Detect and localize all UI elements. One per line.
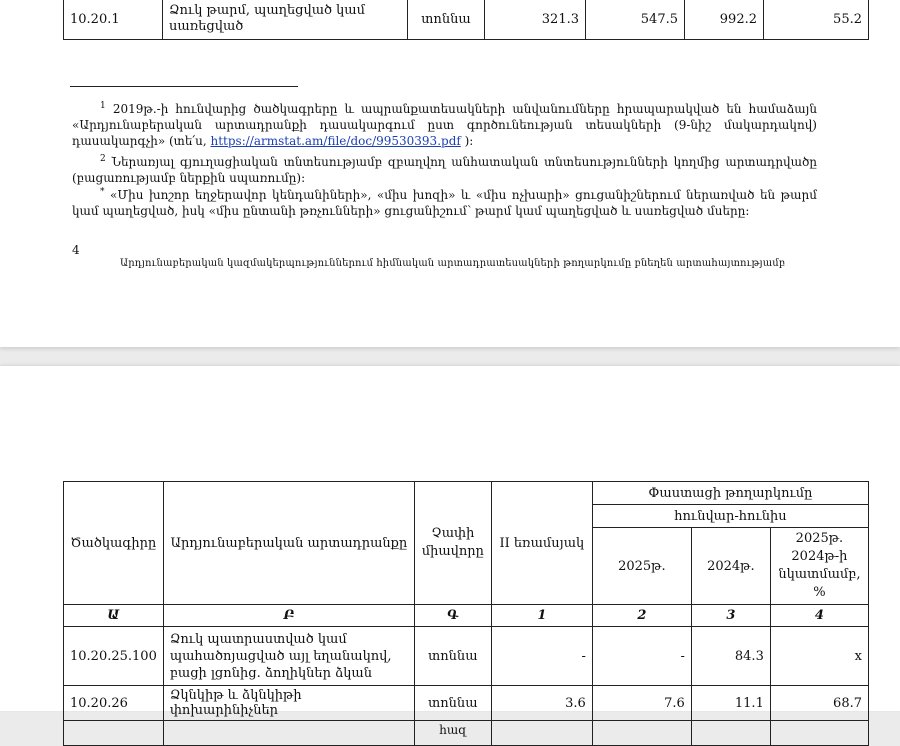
cell-2024: 11.1 — [691, 686, 770, 721]
footnote-text: 2019թ.-ի հունվարից ծածկագրերը և ապրանքատեսակների անվանումները հրապարակված են համաձայն «Արդյունաբերական արտադրանքի դասակարգում ըստ գործունեության տեսակների (9-նիշ մակարդակով) դասակարգչի» (տե՛ս, — [72, 102, 817, 148]
cell-code: 10.20.1 — [64, 0, 163, 40]
header-2024: 2024թ. — [691, 528, 770, 605]
cell-2024: 992.2 — [685, 0, 764, 40]
footnote-text: «Միս խոշոր եղջերավոր կենդանիների», «միս խոզի» և «միս ոչխարի» ցուցանիշներում ներառված են թարմ կամ պաղեցված, իսկ «միս ընտանի թռչունների» ցուցանիշում՝ թարմ կամ պաղեցված և սառեցված մսերը: — [72, 188, 817, 218]
table-index-row — [64, 605, 869, 627]
cell-2025: 547.5 — [586, 0, 685, 40]
cell-code: 10.20.25.100 — [64, 627, 164, 686]
index-cell: Ա — [64, 605, 164, 627]
cell-unit: հազ — [414, 721, 491, 746]
running-header: Արդյունաբերական կազմակերպություններում հիմնական արտադրատեսակների թողարկումը բնեղեն արտահայտությամբ — [120, 258, 786, 269]
cell-pct — [770, 721, 868, 746]
cell-product: Ձկնկիթ և ձկնկիթի փոխարինիչներ — [163, 686, 414, 721]
production-table — [63, 481, 869, 746]
cell-code: 10.20.26 — [64, 686, 164, 721]
cell-2024 — [691, 721, 770, 746]
header-product: Արդյունաբերական արտադրանքը — [163, 482, 414, 605]
cell-code — [64, 721, 164, 746]
cell-pct: 68.7 — [770, 686, 868, 721]
header-q2: II եռամսյակ — [491, 482, 592, 605]
cell-2024: 84.3 — [691, 627, 770, 686]
cell-2025: 7.6 — [592, 686, 691, 721]
continued-table — [63, 0, 869, 40]
cell-q2: 321.3 — [485, 0, 586, 40]
footnote-1 — [72, 98, 817, 149]
header-period: հունվար-հունիս — [592, 505, 868, 528]
footnote-tail: ): — [460, 134, 474, 148]
document-page-lower — [0, 366, 900, 737]
index-cell: 3 — [691, 605, 770, 627]
armstat-link[interactable]: https://armstat.am/file/doc/99530393.pdf — [210, 134, 461, 148]
footnote-separator — [70, 86, 298, 87]
cell-q2 — [491, 721, 592, 746]
cell-product: Ձուկ թարմ, պաղեցված կամ սառեցված — [163, 0, 408, 40]
table-row-partial — [64, 721, 869, 746]
table-row — [64, 627, 869, 686]
header-unit: Չափի միավորը — [414, 482, 491, 605]
page-number: 4 — [72, 243, 80, 257]
header-pct: 2025թ. 2024թ-ի նկատմամբ, % — [770, 528, 868, 605]
cell-2025: - — [592, 627, 691, 686]
footnote-mark: * — [100, 187, 105, 197]
index-cell: 1 — [491, 605, 592, 627]
index-cell: Գ — [414, 605, 491, 627]
cell-q2: 3.6 — [491, 686, 592, 721]
header-code: Ծածկագիրը — [64, 482, 164, 605]
footnote-3 — [72, 184, 817, 219]
cell-product: Ձուկ պատրաստված կամ պահածոյացված այլ եղանակով, բացի լցոնից. ձողիկներ ձկան — [163, 627, 414, 686]
cell-q2: - — [491, 627, 592, 686]
table-row — [64, 0, 869, 40]
table-header-row — [64, 482, 869, 505]
cell-product — [163, 721, 414, 746]
cell-unit: տոննա — [414, 686, 491, 721]
table-row — [64, 686, 869, 721]
document-page-upper — [0, 0, 900, 347]
cell-unit: տոննա — [414, 627, 491, 686]
index-cell: Բ — [163, 605, 414, 627]
cell-unit: տոննա — [408, 0, 485, 40]
cell-pct: x — [770, 627, 868, 686]
footnote-mark: 2 — [100, 154, 106, 164]
footnote-mark: 1 — [100, 101, 106, 111]
footnote-2 — [72, 151, 817, 186]
index-cell: 4 — [770, 605, 868, 627]
cell-2025 — [592, 721, 691, 746]
cell-pct: 55.2 — [764, 0, 869, 40]
header-actual: Փաստացի թողարկումը — [592, 482, 868, 505]
header-2025: 2025թ. — [592, 528, 691, 605]
footnote-text: Ներառյալ գյուղացիական տնտեսությամբ զբաղվող անհատական տնտեսությունների կողմից արտադրվածը (բացառությամբ ներքին սպառումը): — [72, 155, 817, 185]
index-cell: 2 — [592, 605, 691, 627]
